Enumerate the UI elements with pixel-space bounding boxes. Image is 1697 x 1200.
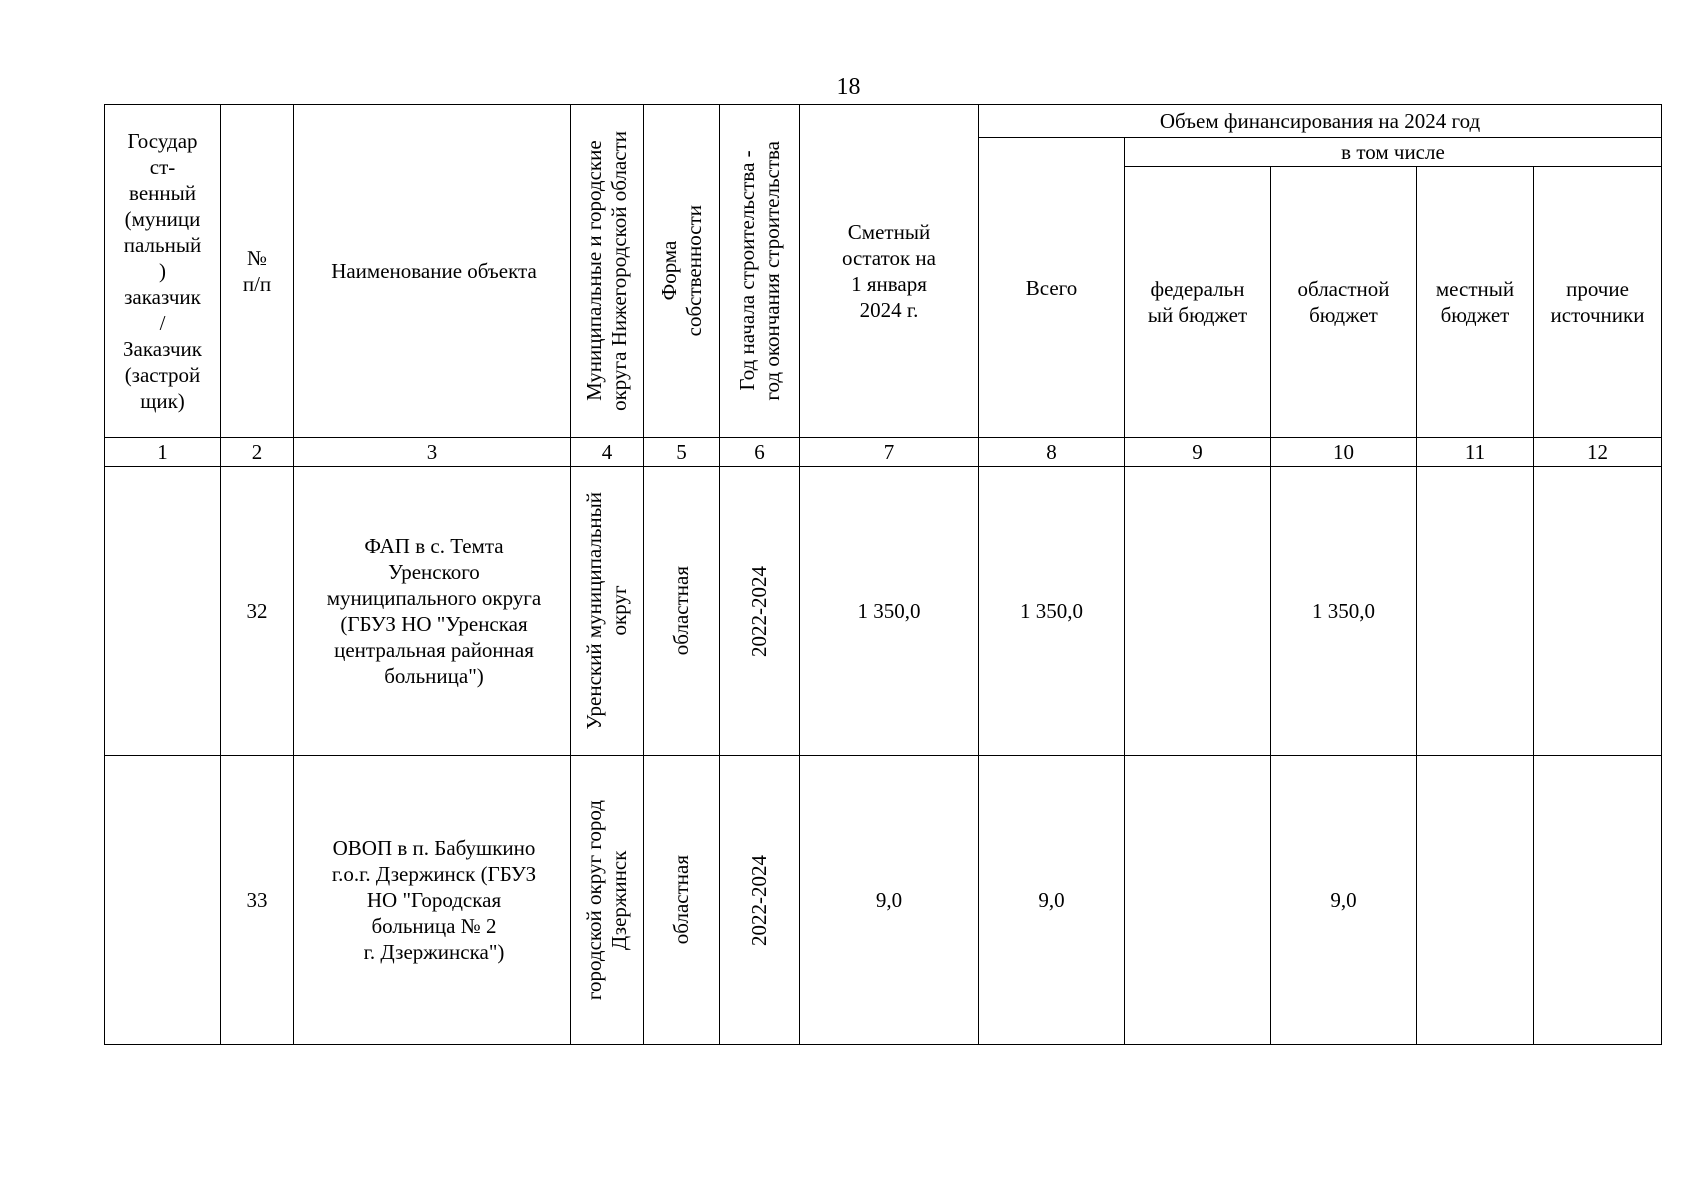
header-years-text: Год начала строительства - год окончания строительства bbox=[734, 141, 784, 401]
row-years bbox=[720, 756, 800, 1045]
column-number: 1 bbox=[105, 438, 221, 467]
header-years bbox=[720, 105, 800, 438]
row-years bbox=[720, 467, 800, 756]
row-municipality-text: Уренский муниципальный округ bbox=[582, 492, 631, 730]
row-municipality bbox=[571, 467, 644, 756]
header-including: в том числе bbox=[1125, 138, 1662, 167]
header-estimated-balance-text: Сметный остаток на 1 января 2024 г. bbox=[842, 220, 936, 322]
row-total: 1 350,0 bbox=[979, 467, 1125, 756]
header-regional-text: областной бюджет bbox=[1297, 277, 1390, 327]
header-ownership-text: Форма собственности bbox=[656, 205, 706, 337]
row-object-name-text: ФАП в с. Темта Уренского муниципального округа (ГБУЗ НО "Уренская центральная районная больница") bbox=[326, 534, 542, 688]
header-object-name bbox=[294, 105, 571, 438]
column-number: 10 bbox=[1271, 438, 1417, 467]
column-number: 11 bbox=[1417, 438, 1534, 467]
header-other bbox=[1534, 167, 1662, 438]
row-years-text: 2022-2024 bbox=[747, 854, 771, 946]
page-number: 18 bbox=[836, 74, 861, 100]
table-row bbox=[105, 756, 1662, 1045]
column-number: 4 bbox=[571, 438, 644, 467]
row-object-name bbox=[294, 756, 571, 1045]
header-customer-text: Государ ст- венный (муници пальный ) заказчик / Заказчик (застрой щик) bbox=[123, 129, 202, 413]
row-estimated-balance: 1 350,0 bbox=[800, 467, 979, 756]
header-municipality-text: Муниципальные и городские округа Нижегородской области bbox=[582, 131, 631, 411]
row-ownership bbox=[644, 467, 720, 756]
row-other bbox=[1534, 756, 1662, 1045]
row-federal bbox=[1125, 756, 1271, 1045]
row-customer bbox=[105, 467, 221, 756]
row-other bbox=[1534, 467, 1662, 756]
column-number: 2 bbox=[221, 438, 294, 467]
header-local bbox=[1417, 167, 1534, 438]
row-federal bbox=[1125, 467, 1271, 756]
row-local bbox=[1417, 756, 1534, 1045]
column-number: 7 bbox=[800, 438, 979, 467]
header-estimated-balance bbox=[800, 105, 979, 438]
header-federal-text: федеральн ый бюджет bbox=[1147, 277, 1248, 327]
header-regional bbox=[1271, 167, 1417, 438]
row-object-name bbox=[294, 467, 571, 756]
header-total: Всего bbox=[979, 138, 1125, 438]
column-number: 9 bbox=[1125, 438, 1271, 467]
header-customer bbox=[105, 105, 221, 438]
header-other-text: прочие источники bbox=[1550, 277, 1645, 327]
header-local-text: местный бюджет bbox=[1435, 277, 1515, 327]
column-number: 5 bbox=[644, 438, 720, 467]
header-number-text: № п/п bbox=[242, 246, 272, 296]
header-federal bbox=[1125, 167, 1271, 438]
financing-table bbox=[104, 104, 1662, 1045]
row-ownership bbox=[644, 756, 720, 1045]
row-regional: 1 350,0 bbox=[1271, 467, 1417, 756]
column-number: 3 bbox=[294, 438, 571, 467]
row-years-text: 2022-2024 bbox=[747, 565, 771, 657]
header-row-1 bbox=[105, 105, 1662, 138]
row-ownership-text: областная bbox=[669, 566, 693, 656]
header-funding-group: Объем финансирования на 2024 год bbox=[979, 105, 1662, 138]
header-number bbox=[221, 105, 294, 438]
row-customer bbox=[105, 756, 221, 1045]
row-number: 32 bbox=[221, 467, 294, 756]
table-row bbox=[105, 467, 1662, 756]
header-object-name-text: Наименование объекта bbox=[331, 259, 537, 283]
row-number: 33 bbox=[221, 756, 294, 1045]
header-municipality bbox=[571, 105, 644, 438]
column-number: 8 bbox=[979, 438, 1125, 467]
row-object-name-text: ОВОП в п. Бабушкино г.о.г. Дзержинск (ГБУЗ НО "Городская больница № 2 г. Дзержинска") bbox=[331, 836, 537, 964]
row-local bbox=[1417, 467, 1534, 756]
row-ownership-text: областная bbox=[669, 855, 693, 945]
column-number: 6 bbox=[720, 438, 800, 467]
row-regional: 9,0 bbox=[1271, 756, 1417, 1045]
row-estimated-balance: 9,0 bbox=[800, 756, 979, 1045]
row-total: 9,0 bbox=[979, 756, 1125, 1045]
row-municipality bbox=[571, 756, 644, 1045]
header-ownership bbox=[644, 105, 720, 438]
column-number-row bbox=[105, 438, 1662, 467]
column-number: 12 bbox=[1534, 438, 1662, 467]
row-municipality-text: городской округ город Дзержинск bbox=[582, 799, 631, 1001]
